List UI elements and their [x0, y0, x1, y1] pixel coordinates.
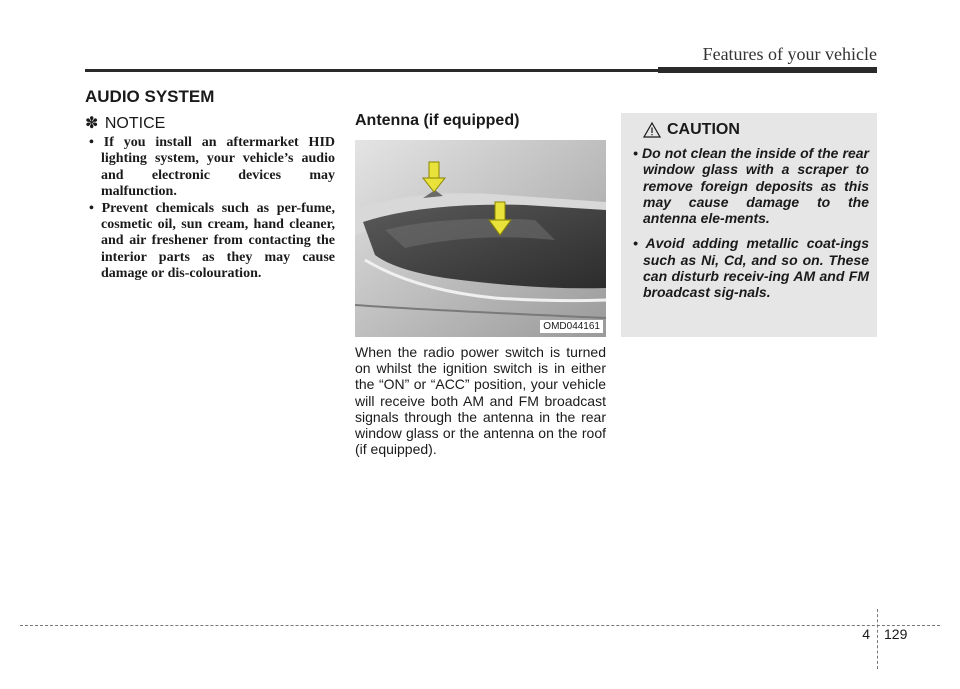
caution-heading [643, 121, 740, 139]
car-rear-illustration [355, 140, 606, 337]
notice-heading [85, 113, 165, 133]
page-section-number: 4 [862, 626, 870, 642]
notice-item: • If you install an aftermarket HID lighting system, your vehicle’s audio and electronic devices may malfunction. [89, 135, 335, 200]
running-header: Features of your vehicle [702, 44, 877, 64]
notice-item: • Prevent chemicals such as per-fume, cosmetic oil, sun cream, hand cleaner, and air freshener from contacting the interior parts as they may cause damage or dis-colouration. [89, 200, 335, 282]
antenna-body: When the radio power switch is turned on whilst the ignition switch is in either the “ON” or “ACC” position, your vehicle will receive both AM and FM broadcast signals through the antenna in the rear window glass or the antenna on the roof (if equipped). [355, 344, 606, 458]
notice-heading-text: NOTICE [104, 115, 166, 132]
section-title: AUDIO SYSTEM [85, 87, 215, 106]
antenna-photo [355, 140, 606, 337]
header-rule-accent [658, 67, 877, 73]
caution-list [629, 145, 869, 310]
caution-item: • Avoid adding metallic coat-ings such as Ni, Cd, and so on. These can disturb receiv-ing AM and FM broadcast sig-nals. [633, 235, 869, 301]
antenna-heading: Antenna (if equipped) [355, 112, 520, 129]
footer-divider [877, 609, 878, 669]
notice-list [85, 135, 335, 283]
caution-heading-text: CAUTION [667, 121, 740, 138]
caution-item: • Do not clean the inside of the rear window glass with a scraper to remove foreign deposits as this may cause damage to the antenna ele-ments. [633, 145, 869, 227]
image-code: OMD044161 [540, 320, 603, 333]
notice-star-icon: ✽ [85, 115, 99, 132]
warning-triangle-icon [643, 122, 661, 138]
caution-box [621, 113, 877, 337]
page-number: 129 [884, 626, 908, 642]
